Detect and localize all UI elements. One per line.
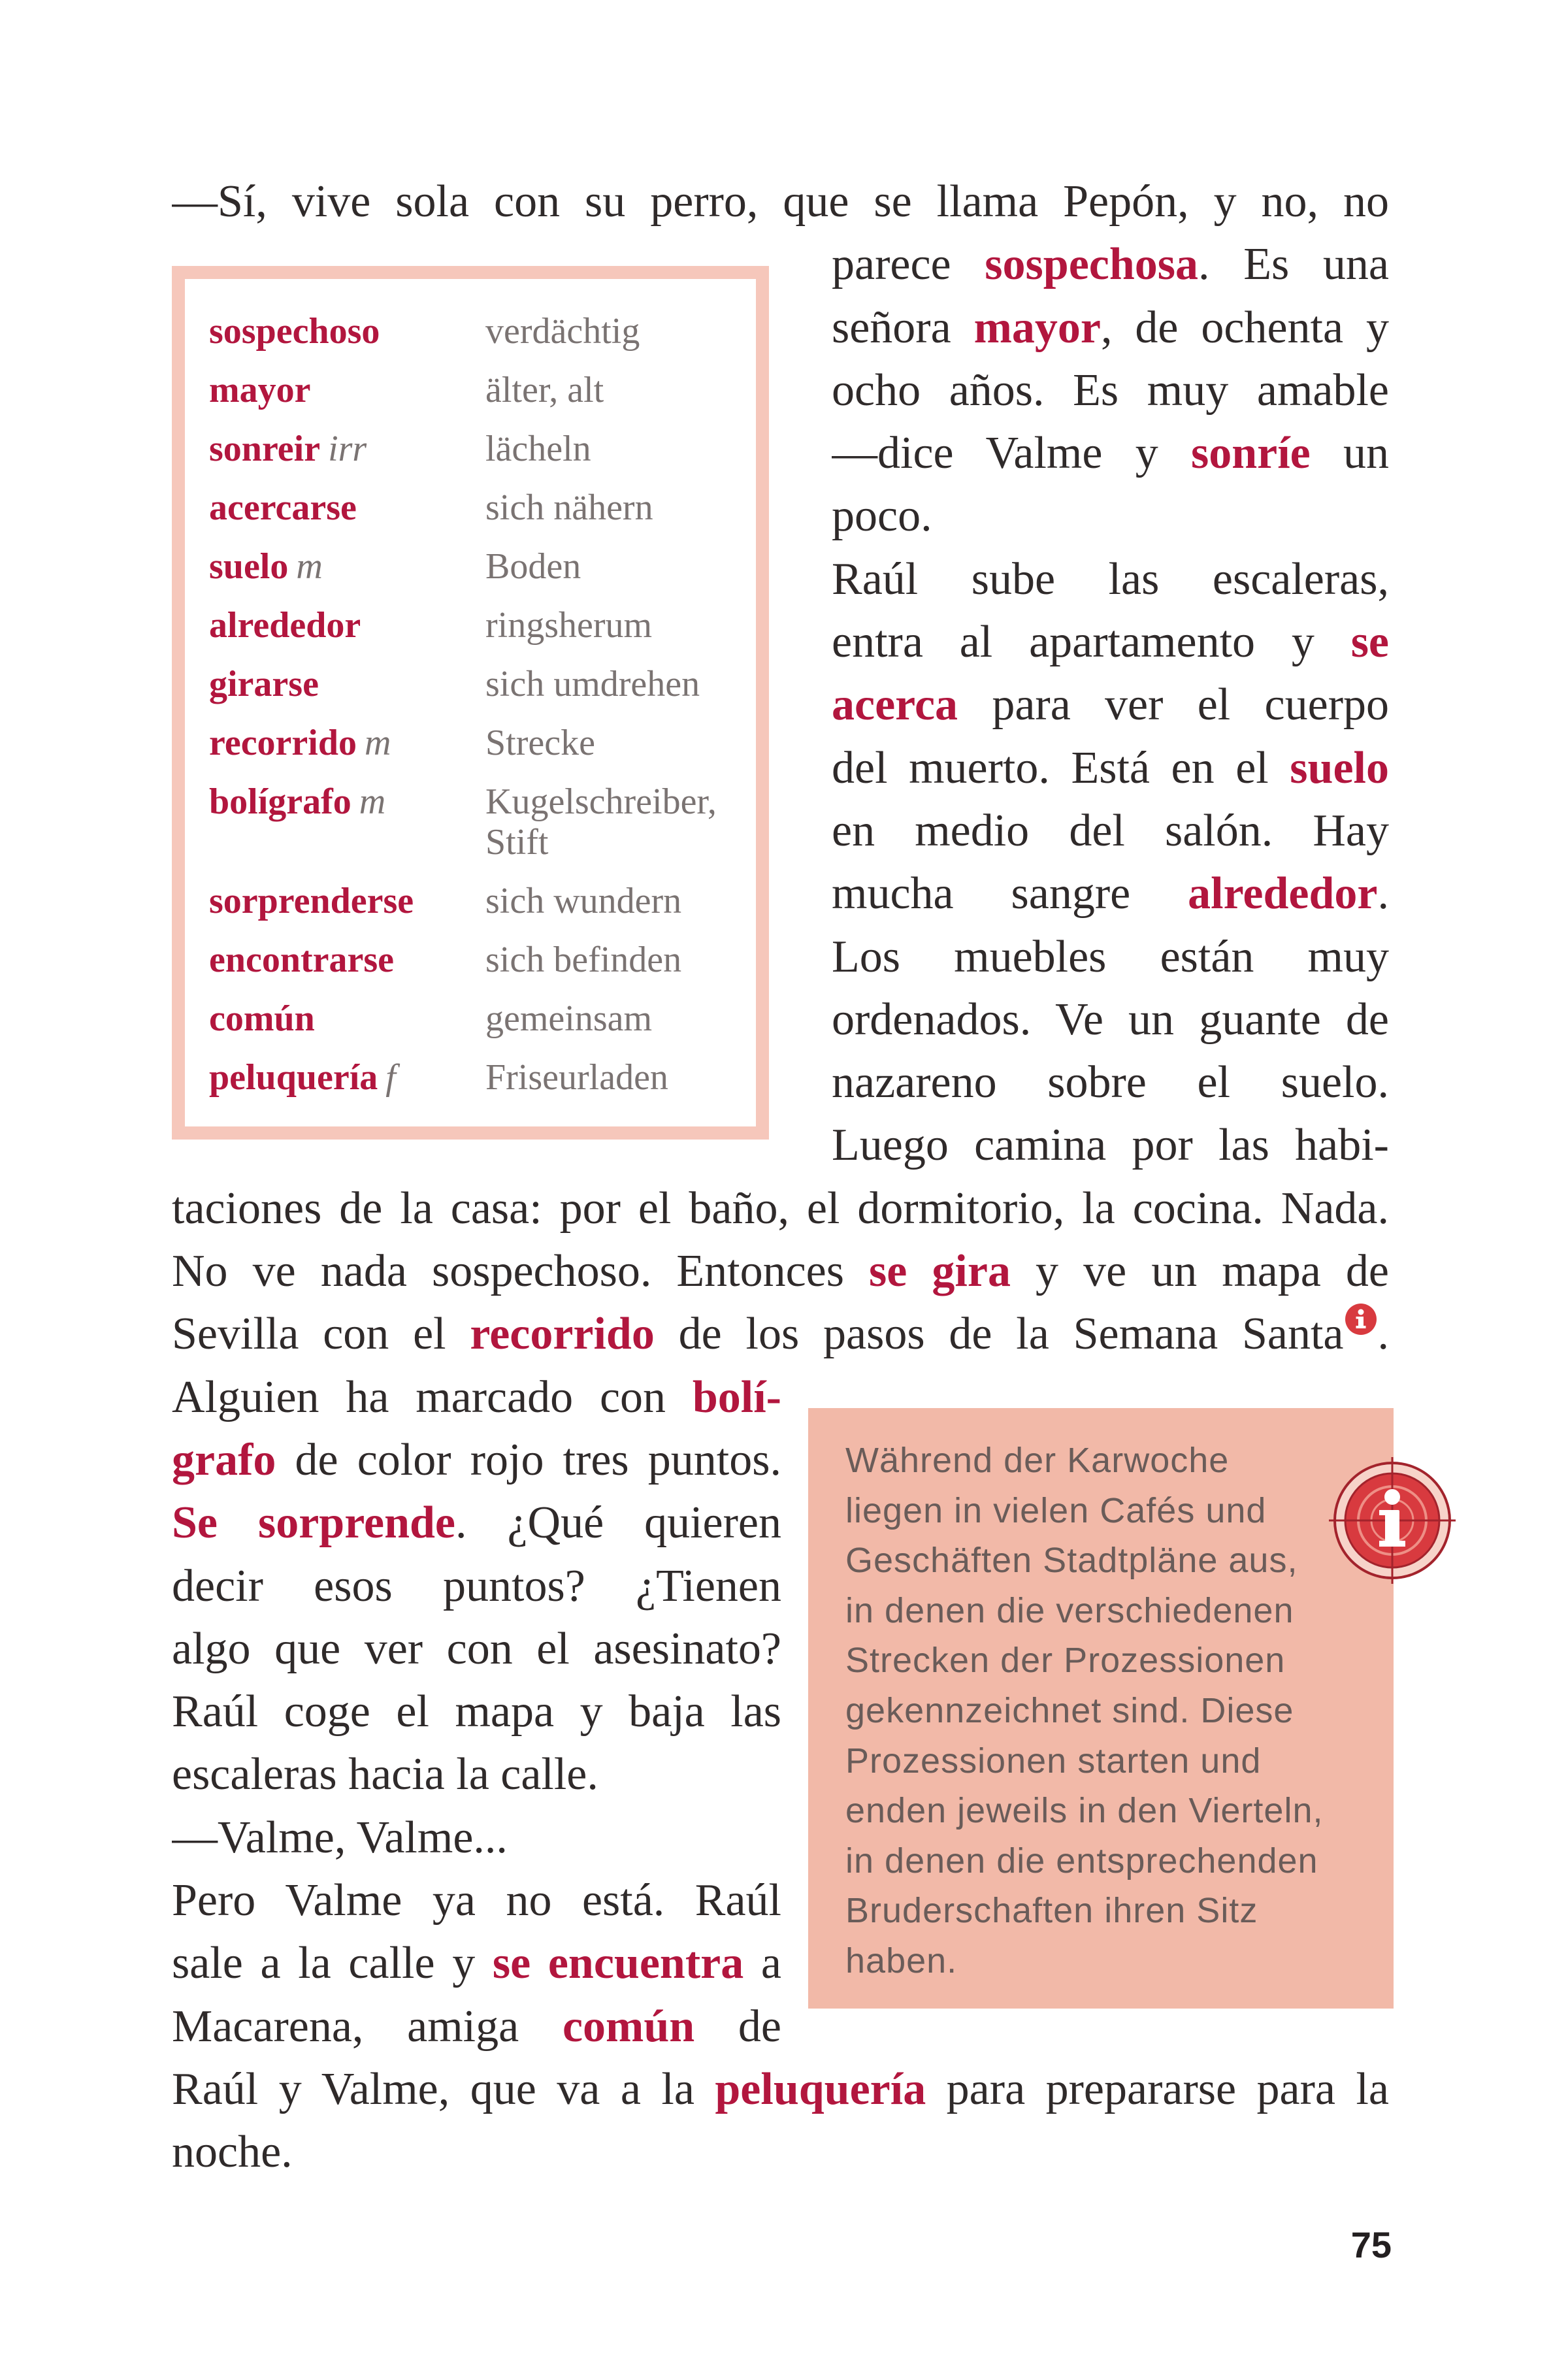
spanish-term: peluquería [209,1057,378,1098]
story-text: en medio del salón. Hay [832,805,1389,856]
story-text: Raúl sube las escaleras, [832,553,1389,604]
story-text: Raúl y Valme, que va a la [172,2063,715,2114]
story-line [832,548,1389,611]
info-text-line: enden jeweils in den Vierteln, [845,1791,1324,1831]
german-translation: verdächtig [485,311,640,352]
spanish-term: sospechoso [209,311,380,352]
story-line [172,1429,781,1492]
vocabulary-term-cell [209,605,485,646]
story-line [832,926,1389,989]
vocabulary-term-cell [209,998,485,1039]
vocabulary-term-highlight: se encuentra [492,1938,744,1989]
story-line [172,1366,781,1429]
story-line [172,1492,781,1554]
vocabulary-term-cell [209,546,485,587]
info-target-icon [1327,1455,1458,1586]
story-text: entra al apartamento y [832,617,1351,668]
story-text: sale a la calle y [172,1938,493,1989]
story-text: . [1377,868,1389,919]
vocabulary-term-cell [209,781,485,862]
info-text-line: Während der Karwoche [845,1441,1230,1480]
spanish-term: girarse [209,664,319,704]
story-line [172,1869,781,1932]
vocabulary-term-highlight: Se sorprende [172,1498,455,1549]
info-text-line: in denen die entsprechenden [845,1841,1318,1880]
story-text: mucha sangre [832,868,1188,919]
story-text: No ve nada sospechoso. Entonces [172,1246,870,1297]
story-line [172,1618,781,1681]
story-line [832,737,1389,800]
german-translation: Friseurladen [485,1057,668,1098]
page-number: 75 [1350,2224,1392,2265]
story-text: señora [832,302,974,353]
vocabulary-box [172,266,769,1140]
vocabulary-entry [185,361,756,419]
spanish-term: mayor [209,370,311,410]
story-text: Luego camina por las habi- [832,1120,1389,1171]
story-line [832,485,1389,548]
spanish-term: sorprenderse [209,881,414,921]
german-translation: Strecke [485,723,595,763]
vocabulary-term-highlight: grafo [172,1434,276,1485]
grammar-marker: m [359,781,386,822]
story-line [832,1051,1389,1114]
vocabulary-entry [185,302,756,361]
story-text: . Es una [1198,239,1389,290]
story-line [172,1932,781,1995]
grammar-marker: m [296,546,323,587]
vocabulary-term-highlight: bolí- [692,1371,781,1422]
vocabulary-entry [185,596,756,655]
spanish-term: sonreir [209,429,321,469]
story-text: . ¿Qué quieren [455,1498,781,1549]
vocabulary-term-cell [209,370,485,410]
vocabulary-term-cell [209,881,485,921]
vocabulary-term-cell [209,1057,485,1098]
story-text: escaleras hacia la calle. [172,1749,598,1800]
vocabulary-entry [185,478,756,537]
german-translation: lächeln [485,429,591,469]
info-text-line: Strecken der Prozessionen [845,1641,1286,1681]
story-text: , de ochenta y [1101,302,1389,353]
vocabulary-entry [185,714,756,772]
info-box [808,1408,1394,2009]
vocabulary-term-highlight: peluquería [715,2063,926,2114]
story-text: Macarena, amiga [172,2001,563,2052]
story-text: del muerto. Está en el [832,742,1290,793]
vocabulary-entry [185,989,756,1048]
grammar-marker: f [385,1057,396,1098]
story-text: Los muebles están muy [832,931,1389,982]
info-text-line: liegen in vielen Cafés und [845,1490,1267,1530]
story-line [832,233,1389,296]
german-translation: Boden [485,546,581,587]
story-text: noche. [172,2127,293,2178]
german-translation: ringsherum [485,605,653,646]
german-translation: sich wundern [485,881,682,921]
info-text-line: Prozessionen starten und [845,1741,1262,1781]
spanish-term: encontrarse [209,940,395,980]
story-text: poco. [832,491,932,542]
vocabulary-term-highlight: sospechosa [985,239,1199,290]
spanish-term: alrededor [209,605,361,646]
story-line [832,674,1389,736]
vocabulary-entry [185,872,756,930]
german-translation: sich nähern [485,487,653,528]
story-line [832,1114,1389,1177]
story-line [832,989,1389,1051]
vocabulary-term-cell [209,664,485,704]
vocabulary-term-highlight: alrededor [1188,868,1378,919]
info-text-line: Bruderschaften ihren Sitz [845,1891,1258,1931]
story-text: taciones de la casa: por el baño, el dormitorio, la cocina. Nada. [172,1183,1389,1234]
story-text: un [1310,428,1389,479]
spanish-term: recorrido [209,723,357,763]
vocabulary-term-cell [209,940,485,980]
info-text-line: Geschäften Stadtpläne aus, [845,1541,1298,1581]
vocabulary-term-highlight: se gira [869,1246,1011,1297]
vocabulary-term-cell [209,487,485,528]
story-text: de [694,2001,781,2052]
info-text-line: in denen die verschiedenen [845,1590,1294,1630]
story-line [172,171,1389,233]
story-line [172,1303,1389,1366]
story-line [832,611,1389,674]
info-icon [1345,1303,1377,1336]
info-text-line: gekennzeichnet sind. Diese [845,1690,1294,1730]
german-translation: Kugelschreiber, Stift [485,781,717,862]
vocabulary-term-highlight: acerca [832,680,958,731]
story-text: Sevilla con el [172,1309,470,1360]
story-text: Alguien ha marcado con [172,1371,693,1422]
story-line [172,1240,1389,1303]
story-text: para ver el cuerpo [958,680,1389,731]
spanish-term: bolígrafo [209,781,351,822]
story-text: —Sí, vive sola con su perro, que se llama Pepón, y no, no [172,176,1389,227]
german-translation: sich befinden [485,940,682,980]
vocabulary-term-cell [209,311,485,352]
story-line [832,422,1389,485]
story-line [172,1995,781,2058]
german-translation: sich umdrehen [485,664,700,704]
story-text: parece [832,239,985,290]
spanish-term: común [209,998,315,1039]
vocabulary-term-highlight: sonríe [1190,428,1311,479]
grammar-marker: m [364,723,391,763]
vocabulary-term-cell [209,429,485,469]
story-text: Raúl coge el mapa y baja las [172,1686,781,1737]
grammar-marker: irr [328,429,367,469]
vocabulary-term-cell [209,723,485,763]
story-line [832,800,1389,862]
spanish-term: suelo [209,546,289,587]
story-line [172,2058,1389,2121]
vocabulary-term-highlight: común [562,2001,695,2052]
story-line [172,1177,1389,1240]
story-text: de color rojo tres puntos. [276,1434,781,1485]
story-line [172,1807,781,1869]
story-line [172,1743,781,1806]
story-text: ocho años. Es muy amable [832,365,1389,416]
vocabulary-term-highlight: mayor [973,302,1101,353]
story-line [832,359,1389,422]
story-text: de los pasos de la Semana Santa [654,1309,1344,1360]
vocabulary-entry [185,537,756,596]
story-line [172,1555,781,1618]
story-line [172,2121,1389,2184]
story-text: ordenados. Ve un guante de [832,994,1389,1045]
story-text: a [743,1938,781,1989]
story-line [832,862,1389,925]
vocabulary-entry [185,655,756,714]
vocabulary-entry [185,772,756,872]
story-text: para prepararse para la [926,2063,1389,2114]
spanish-term: acercarse [209,487,357,528]
story-text: decir esos puntos? ¿Tienen [172,1560,781,1611]
vocabulary-entry [185,930,756,989]
german-translation: gemeinsam [485,998,653,1039]
story-text: —Valme, Valme... [172,1812,508,1863]
vocabulary-term-highlight: se [1350,617,1389,668]
vocabulary-term-highlight: suelo [1290,742,1389,793]
story-text: nazareno sobre el suelo. [832,1057,1389,1108]
story-text: —dice Valme y [832,428,1191,479]
info-text-line: haben. [845,1941,958,1980]
story-text: algo que ver con el asesinato? [172,1623,781,1674]
vocabulary-list [185,279,756,1107]
german-translation: älter, alt [485,370,604,410]
story-line [832,297,1389,359]
story-text: . [1377,1309,1389,1360]
vocabulary-entry [185,1048,756,1107]
vocabulary-entry [185,419,756,478]
story-line [172,1681,781,1743]
story-text: Pero Valme ya no está. Raúl [172,1875,781,1926]
story-text: y ve un mapa de [1010,1246,1389,1297]
vocabulary-term-highlight: recorrido [470,1309,655,1360]
